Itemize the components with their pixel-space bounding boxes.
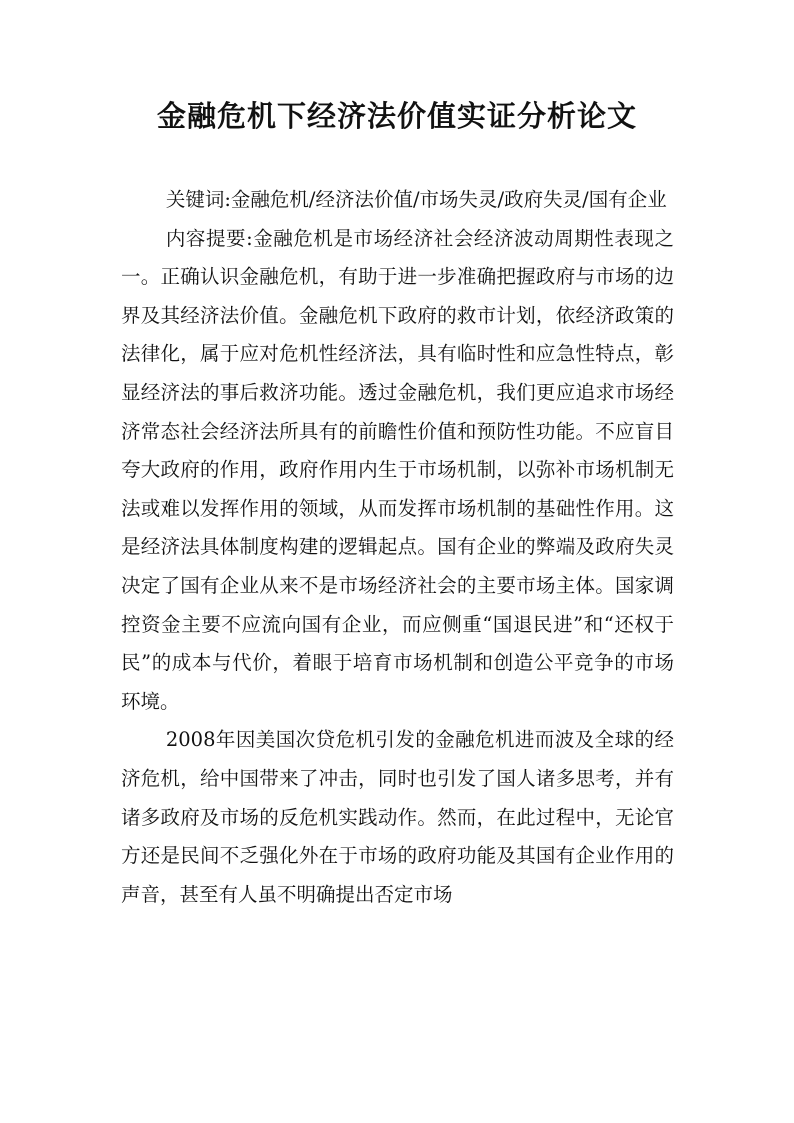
body-paragraph: 2008年因美国次贷危机引发的金融危机进而波及全球的经济危机，给中国带来了冲击，同时也引发了国人诸多思考，并有诸多政府及市场的反危机实践动作。然而，在此过程中，无论官方还是民间不乏强化外在于市场的政府功能及其国有企业作用的声音，甚至有人虽不明确提出否定市场 bbox=[121, 728, 674, 906]
abstract-paragraph: 内容提要:金融危机是市场经济社会经济波动周期性表现之一。正确认识金融危机，有助于进一步准确把握政府与市场的边界及其经济法价值。金融危机下政府的救市计划，依经济政策的法律化，属于应对危机性经济法，具有临时性和应急性特点，彰显经济法的事后救济功能。透过金融危机，我们更应追求市场经济常态社会经济法所具有的前瞻性价值和预防性功能。不应盲目夸大政府的作用，政府作用内生于市场机制，以弥补市场机制无法或难以发挥作用的领域，从而发挥市场机制的基础性作用。这是经济法具体制度构建的逻辑起点。国有企业的弊端及政府失灵决定了国有企业从来不是市场经济社会的主要市场主体。国家调控资金主要不应流向国有企业，而应侧重“国退民进”和“还权于民”的成本与代价，着眼于培育市场机制和创造公平竞争的市场环境。 bbox=[121, 226, 674, 713]
document-body bbox=[121, 181, 674, 914]
document-title: 金融危机下经济法价值实证分析论文 bbox=[156, 99, 637, 133]
keywords-line: 关键词:金融危机/经济法价值/市场失灵/政府失灵/国有企业 bbox=[165, 188, 667, 211]
